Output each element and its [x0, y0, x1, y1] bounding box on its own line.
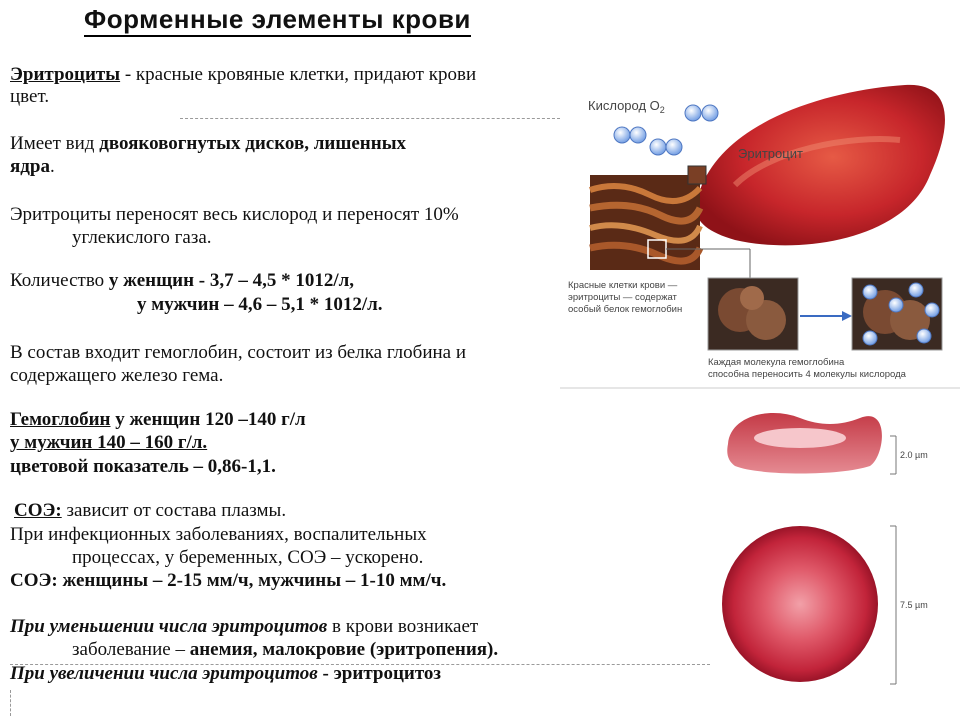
anemia-text: анемия, малокровие (эритропения). — [189, 639, 499, 660]
count-men: у мужчин – 4,6 – 5,1 * 1012/л. — [137, 294, 383, 315]
erythrocytes-definition — [10, 64, 476, 86]
increase-line — [10, 663, 441, 685]
composition-line2: содержащего железо гема. — [10, 365, 224, 386]
hemoglobin-panel — [708, 278, 798, 350]
erythrocytes-term: Эритроциты — [10, 64, 121, 85]
diameter-marker — [890, 526, 896, 684]
caption-1-line3: особый белок гемоглобин — [568, 304, 683, 315]
soe-norms: СОЭ: женщины – 2-15 мм/ч, мужчины – 1-10 мм/ч. — [10, 570, 447, 591]
caption-2-line2: способна переносить 4 молекулы кислорода — [708, 369, 906, 380]
soe-inf-line2: процессах, у беременных, СОЭ – ускорено. — [72, 547, 424, 568]
erythrocyte-hemoglobin-illustration — [560, 80, 960, 390]
shape-prefix: Имеет вид — [10, 133, 100, 154]
count-women: у женщин - 3,7 – 4,5 * 1012/л, — [108, 270, 355, 291]
decrease-line1 — [10, 616, 478, 638]
thickness-marker — [890, 436, 896, 474]
soe-def: зависит от состава плазмы. — [61, 500, 287, 521]
shape-line1 — [10, 133, 406, 155]
caption-2-line1: Каждая молекула гемоглобина — [708, 357, 845, 368]
thickness-label: 2.0 µm — [900, 450, 928, 460]
count-line1 — [10, 270, 354, 292]
diameter-label: 7.5 µm — [900, 600, 928, 610]
erythrocyte-label: Эритроцит — [738, 146, 803, 161]
caption-1-line1: Красные клетки крови — — [568, 280, 678, 291]
color-index: цветовой показатель – 0,86-1,1. — [10, 456, 276, 477]
shape-bold-line1: двояковогнутых дисков, лишенных — [99, 133, 407, 154]
increase-term: При увеличении числа эритроцитов — [10, 663, 318, 684]
decrease-prefix: заболевание – — [72, 639, 190, 660]
divider — [10, 690, 12, 716]
oxygenated-panel — [852, 278, 942, 350]
hemoglobin-women: у женщин 120 –140 г/л — [110, 409, 306, 430]
count-prefix: Количество — [10, 270, 109, 291]
soe-inf-line1: При инфекционных заболеваниях, воспалительных — [10, 524, 427, 545]
shape-line2 — [10, 156, 55, 178]
soe-term: СОЭ: — [14, 500, 62, 521]
zoom-box — [688, 166, 706, 184]
tissue-photo — [590, 175, 700, 270]
shape-suffix: . — [49, 156, 55, 177]
side-view-erythrocyte — [727, 413, 882, 473]
oxygen-label: Кислород $О_2$ — [588, 98, 665, 115]
increase-rest: - эритроцитоз — [317, 663, 442, 684]
composition-line1: В состав входит гемоглобин, состоит из белка глобина и — [10, 342, 467, 363]
hemoglobin-line1 — [10, 409, 306, 431]
transport-line1: Эритроциты переносят весь кислород и переносят 10% — [10, 204, 459, 225]
shape-bold-line2: ядра — [10, 156, 50, 177]
erythrocyte-dimension-views — [720, 396, 950, 696]
hemoglobin-term: Гемоглобин — [10, 409, 111, 430]
face-view-erythrocyte — [722, 526, 878, 682]
decrease-rest: в крови возникает — [327, 616, 479, 637]
page-title: Форменные элементы крови — [84, 4, 471, 37]
erythrocytes-def-line1: - красные кровяные клетки, придают крови — [120, 64, 477, 85]
soe-line1 — [14, 500, 286, 522]
transport-line2: углекислого газа. — [72, 227, 212, 248]
decrease-term: При уменьшении числа эритроцитов — [10, 616, 328, 637]
divider — [180, 118, 560, 119]
erythrocytes-def-line2: цвет. — [10, 86, 50, 107]
caption-1-line2: эритроциты — содержат — [568, 292, 677, 303]
decrease-line2 — [72, 639, 498, 661]
hemoglobin-men: у мужчин 140 – 160 г/л. — [10, 432, 208, 453]
